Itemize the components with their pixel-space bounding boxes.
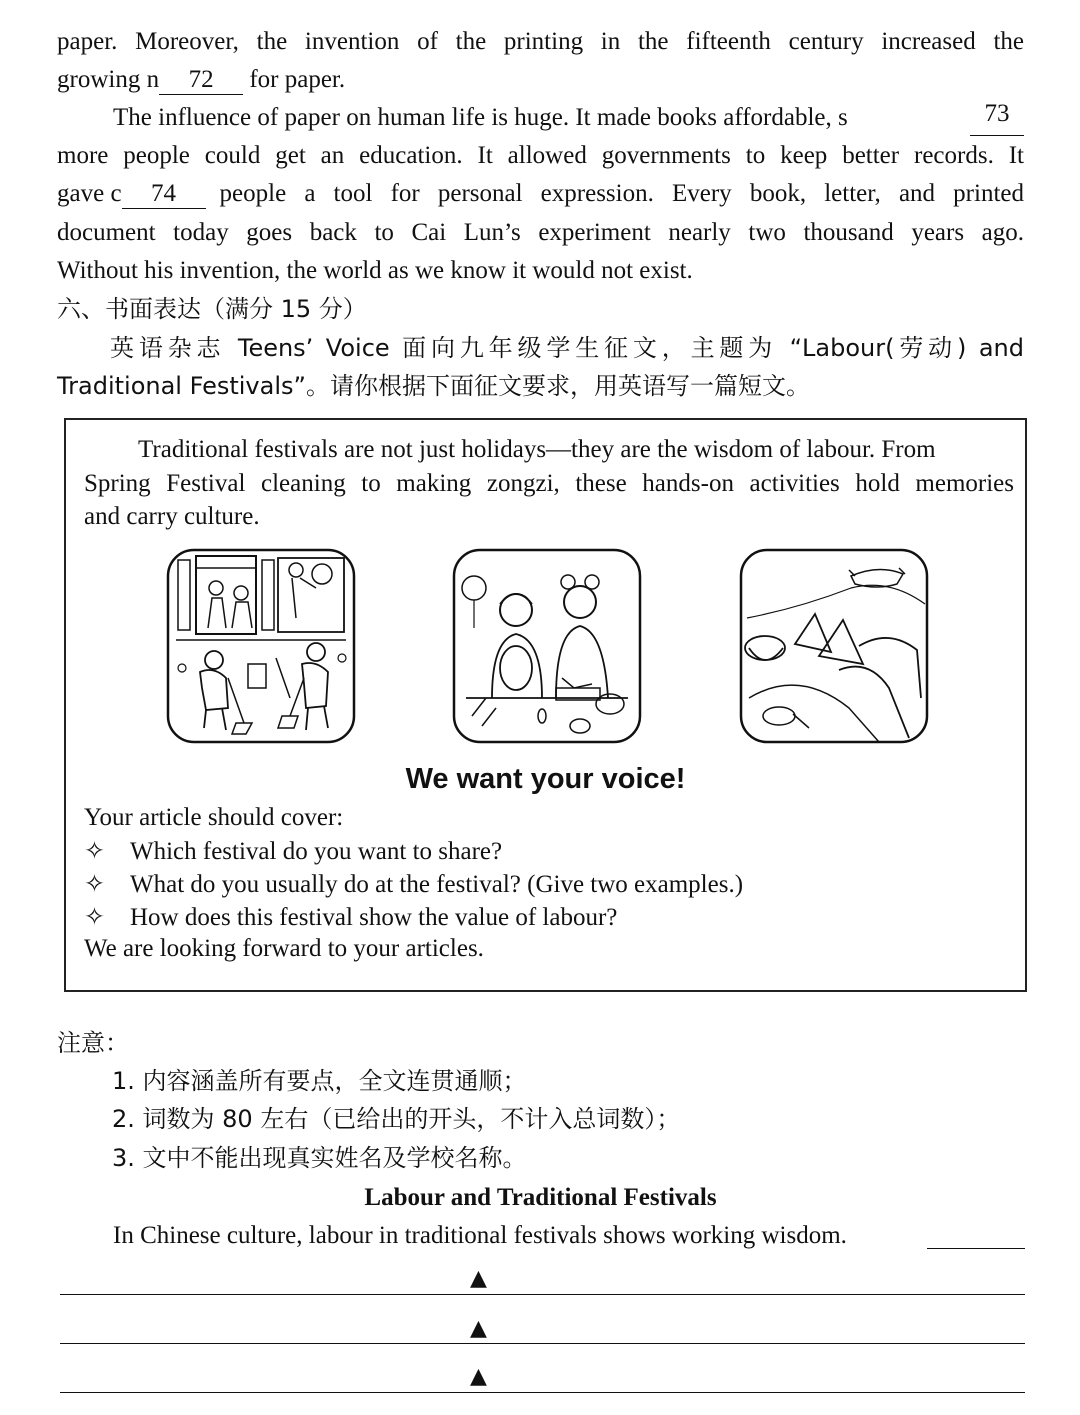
passage-text: for paper.: [249, 66, 346, 93]
bullet-text: What do you usually do at the festival? (Give two examples.): [130, 871, 744, 898]
making-food-picture: [452, 548, 642, 744]
note-1: 1. 内容涵盖所有要点，全文连贯通顺；: [112, 1067, 527, 1095]
essay-opening: In Chinese culture, labour in traditional festivals shows working wisdom.: [113, 1222, 847, 1249]
triangle-marker-icon: ▲: [470, 1316, 487, 1341]
notes-heading: 注意：: [57, 1029, 129, 1057]
passage-line-1: paper. Moreover, the invention of the printing in the fifteenth century increased the: [57, 28, 1024, 55]
passage-line-7: Without his invention, the world as we know it would not exist.: [57, 257, 693, 284]
passage-line-4: more people could get an education. It allowed governments to keep better records. It: [57, 142, 1024, 169]
zongzi-picture: [739, 548, 929, 744]
box-para-1: Traditional festivals are not just holidays—they are the wisdom of labour. From: [138, 436, 936, 463]
bullet-1: [84, 834, 502, 868]
blank-74: 74: [122, 180, 206, 209]
passage-text: The influence of paper on human life is huge. It made books affordable, s: [113, 104, 848, 131]
bullet-text: How does this festival show the value of labour?: [130, 904, 618, 931]
diamond-bullet-icon: ✧: [84, 836, 105, 865]
note-3: 3. 文中不能出现真实姓名及学校名称。: [112, 1144, 527, 1172]
box-para-3: and carry culture.: [84, 503, 260, 530]
triangle-marker-icon: ▲: [470, 1266, 487, 1291]
zongzi-illustration: [739, 548, 929, 744]
passage-line-3: [113, 100, 1024, 136]
bullet-text: Which festival do you want to share?: [130, 838, 503, 865]
passage-line-6: document today goes back to Cai Lun’s experiment nearly two thousand years ago.: [57, 219, 1024, 246]
box-para-2: Spring Festival cleaning to making zongzi, these hands-on activities hold memories: [84, 470, 1014, 497]
triangle-marker-icon: ▲: [470, 1364, 487, 1389]
section-intro-2: Traditional Festivals”。请你根据下面征文要求，用英语写一篇短文。: [57, 372, 810, 400]
spring-cleaning-illustration: [166, 548, 356, 744]
answer-line[interactable]: [60, 1294, 1025, 1295]
answer-line-start[interactable]: [927, 1248, 1025, 1249]
blank-73: 73: [970, 100, 1024, 136]
diamond-bullet-icon: ✧: [84, 902, 105, 931]
passage-text: growing n: [57, 66, 160, 93]
section-heading: 六、书面表达（满分 15 分）: [57, 295, 367, 323]
passage-line-2: [57, 62, 1024, 98]
diamond-bullet-icon: ✧: [84, 869, 105, 898]
spring-cleaning-picture: [166, 548, 356, 744]
answer-line[interactable]: [60, 1392, 1025, 1393]
passage-text: people a tool for personal expression. Every book, letter, and printed: [219, 180, 1024, 207]
section-intro-1: 英语杂志 Teens’ Voice 面向九年级学生征文，主题为 “Labour(劳动) and: [110, 334, 1024, 362]
bullet-3: [84, 900, 617, 934]
bullet-2: [84, 867, 743, 901]
passage-line-5: [57, 176, 1024, 212]
we-want-your-voice: We want your voice!: [405, 763, 686, 795]
writing-prompt-box: [64, 418, 1027, 992]
closing-line: We are looking forward to your articles.: [84, 935, 484, 962]
answer-line[interactable]: [60, 1343, 1025, 1344]
blank-72: 72: [159, 66, 243, 95]
essay-title: Labour and Traditional Festivals: [364, 1184, 717, 1211]
note-2: 2. 词数为 80 左右（已给出的开头，不计入总词数）；: [112, 1105, 681, 1133]
cover-heading: Your article should cover:: [84, 804, 344, 831]
making-food-illustration: [452, 548, 642, 744]
passage-text: gave c: [57, 180, 122, 207]
